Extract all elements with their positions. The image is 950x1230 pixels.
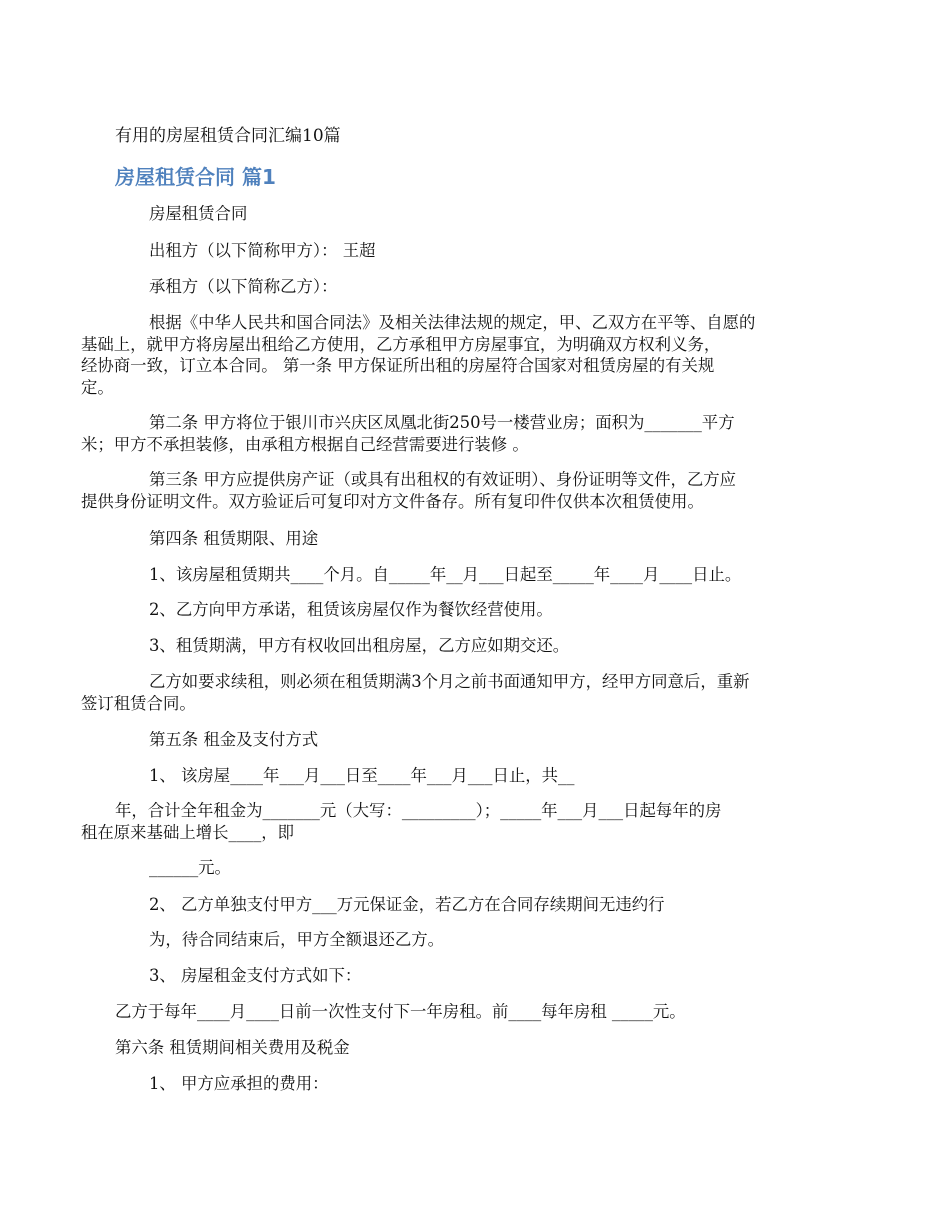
paragraph (115, 564, 840, 586)
paragraph-line: 租在原来基础上增长____，即 (81, 822, 295, 842)
paragraph (115, 1001, 840, 1023)
paragraph-line: 第六条 租赁期间相关费用及税金 (115, 1038, 350, 1057)
section-heading: 房屋租赁合同 篇1 (115, 165, 276, 189)
paragraph-line: 乙方于每年____月____日前一次性支付下一年房租。前____每年房租 _____元。 (115, 1002, 686, 1021)
paragraph (81, 469, 840, 512)
paragraph (115, 765, 840, 787)
paragraph (115, 1037, 840, 1059)
paragraph-line: 根据《中华人民共和国合同法》及相关法律法规的规定，甲、乙双方在平等、自愿的 (149, 313, 756, 332)
paragraph-line: ______元。 (149, 858, 231, 877)
paragraph (115, 203, 840, 225)
paragraph-line: 基础上，就甲方将房屋出租给乙方使用，乙方承租甲方房屋事宜，为明确双方权利义务， (81, 334, 721, 354)
paragraph-line: 乙方如要求续租，则必须在租赁期满3个月之前书面通知甲方，经甲方同意后，重新 (149, 672, 750, 691)
paragraph-line: 第二条 甲方将位于银川市兴庆区凤凰北街250号一楼营业房；面积为_______平方 (149, 413, 735, 432)
paragraph-line: 1、 甲方应承担的费用： (149, 1074, 329, 1093)
paragraph (115, 599, 840, 621)
paragraph (115, 276, 840, 298)
paragraph (115, 729, 840, 751)
paragraph (115, 528, 840, 550)
paragraph-line: 签订租赁合同。 (81, 693, 196, 713)
paragraph-line: 提供身份证明文件。双方验证后可复印对方文件备存。所有复印件仅供本次租赁使用。 (81, 491, 704, 511)
paragraph (81, 800, 840, 843)
paragraph-line: 出租方（以下简称甲方）： 王超 (149, 241, 376, 260)
paragraph-line: 1、该房屋租赁期共____个月。自_____年__月___日起至_____年____月____日止。 (149, 565, 742, 584)
paragraph-line: 经协商一致，订立本合同。 第一条 甲方保证所出租的房屋符合国家对租赁房屋的有关规 (81, 356, 715, 375)
paragraph (115, 965, 840, 987)
document-title: 有用的房屋租赁合同汇编10篇 (115, 126, 341, 146)
paragraph-line: 1、 该房屋____年___月___日至____年___月___日止，共__ (149, 766, 575, 785)
paragraph (115, 929, 840, 951)
paragraph (115, 635, 840, 657)
paragraph-line: 承租方（以下简称乙方）： (149, 277, 338, 296)
paragraph (81, 412, 840, 455)
paragraph-line: 年，合计全年租金为_______元（大写：_________）；_____年___月___日起每年的房 (115, 801, 722, 820)
paragraph-line: 2、乙方向甲方承诺，租赁该房屋仅作为餐饮经营使用。 (149, 600, 553, 619)
paragraph-line: 第三条 甲方应提供房产证（或具有出租权的有效证明）、身份证明等文件，乙方应 (149, 470, 737, 489)
paragraph-line: 米；甲方不承担装修，由承租方根据自己经营需要进行装修 。 (81, 434, 529, 454)
paragraph-line: 为，待合同结束后，甲方全额退还乙方。 (149, 930, 445, 949)
paragraph-line: 房屋租赁合同 (149, 204, 248, 223)
paragraph (115, 857, 840, 879)
paragraph (115, 240, 840, 262)
paragraph (115, 1073, 840, 1095)
paragraph-line: 3、租赁期满，甲方有权收回出租房屋，乙方应如期交还。 (149, 636, 570, 655)
paragraph (81, 312, 840, 398)
paragraph-line: 3、 房屋租金支付方式如下： (149, 966, 362, 985)
paragraph (115, 894, 840, 916)
paragraph (81, 671, 840, 714)
paragraph-line: 第四条 租赁期限、用途 (149, 529, 319, 548)
paragraph-line: 2、 乙方单独支付甲方___万元保证金，若乙方在合同存续期间无违约行 (149, 895, 665, 914)
paragraph-line: 第五条 租金及支付方式 (149, 730, 319, 749)
paragraph-line: 定。 (81, 377, 114, 397)
